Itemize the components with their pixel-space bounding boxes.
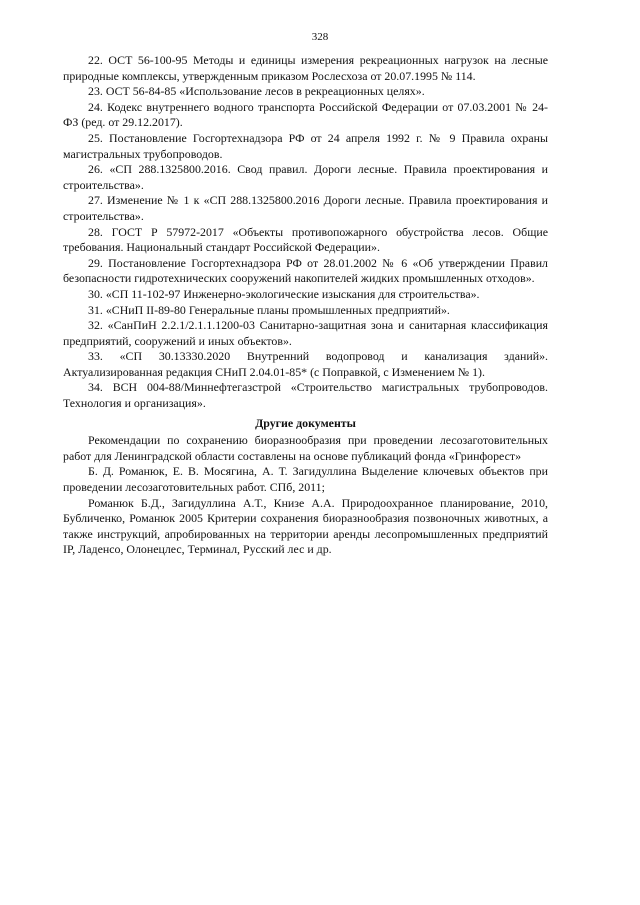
section-heading: Другие документы (255, 415, 356, 430)
reference-item: 32. «СанПиН 2.2.1/2.1.1.1200-03 Санитарно-защитная зона и санитарная классификация предприятий, сооружений и иных объектов». (63, 318, 548, 348)
reference-item: 31. «СНиП II-89-80 Генеральные планы промышленных предприятий». (88, 302, 450, 317)
reference-item: 28. ГОСТ Р 57972-2017 «Объекты противопожарного обустройства лесов. Общие требования. Национальный стандарт Российской Федерации». (63, 224, 548, 255)
reference-item: 25. Постановление Госгортехнадзора РФ от 24 апреля 1992 г. № 9 Правила охраны магистральных трубопроводов. (63, 130, 548, 161)
reference-item: 27. Изменение № 1 к «СП 288.1325800.2016 Дороги лесные. Правила проектирования и строительства». (63, 193, 548, 223)
reference-item: 22. ОСТ 56-100-95 Методы и единицы измерения рекреационных нагрузок на лесные природные комплексы, утвержденным приказом Рослесхоза от 20.07.1995 № 114. (63, 53, 548, 83)
reference-item: 34. ВСН 004-88/Миннефтегазстрой «Строительство магистральных трубопроводов. Технология и организация». (63, 380, 548, 411)
reference-item: 30. «СП 11-102-97 Инженерно-экологические изыскания для строительства». (88, 286, 480, 301)
reference-item: 29. Постановление Госгортехнадзора РФ от 28.01.2002 № 6 «Об утверждении Правил безопасности гидротехнических сооружений накопителей жидких промышленных отходов». (63, 255, 548, 286)
body-paragraph: Б. Д. Романюк, Е. В. Мосягина, А. Т. Загидуллина Выделение ключевых объектов при проведении лесозаготовительных работ. СПб, 2011; (63, 464, 548, 495)
reference-item: 24. Кодекс внутреннего водного транспорта Российской Федерации от 07.03.2001 № 24-ФЗ (ред. от 29.12.2017). (63, 99, 548, 130)
reference-item: 26. «СП 288.1325800.2016. Свод правил. Дороги лесные. Правила проектирования и строительства». (63, 162, 548, 192)
body-paragraph: Рекомендации по сохранению биоразнообразия при проведении лесозаготовительных работ для Ленинградской области составлены на основе публикаций фонда «Гринфорест» (63, 433, 548, 463)
page-number: 328 (311, 31, 329, 43)
reference-item: 23. ОСТ 56-84-85 «Использование лесов в рекреационных целях». (88, 84, 425, 99)
reference-item: 33. «СП 30.13330.2020 Внутренний водопровод и канализация зданий». Актуализированная редакция СНиП 2.04.01-85* (с Поправкой, с Изменением № 1). (63, 349, 548, 379)
body-paragraph: Романюк Б.Д., Загидуллина А.Т., Книзе А.А. Природоохранное планирование, 2010, Бубличенко, Романюк 2005 Критерии сохранения биоразнообразия позвоночных животных, а также инструкций, апробированных на территории аренды лесопромышленных предприятий IP, Ладенсо, Олонецлес, Терминал, Русский лес и др. (63, 495, 548, 557)
document-body (63, 53, 548, 558)
